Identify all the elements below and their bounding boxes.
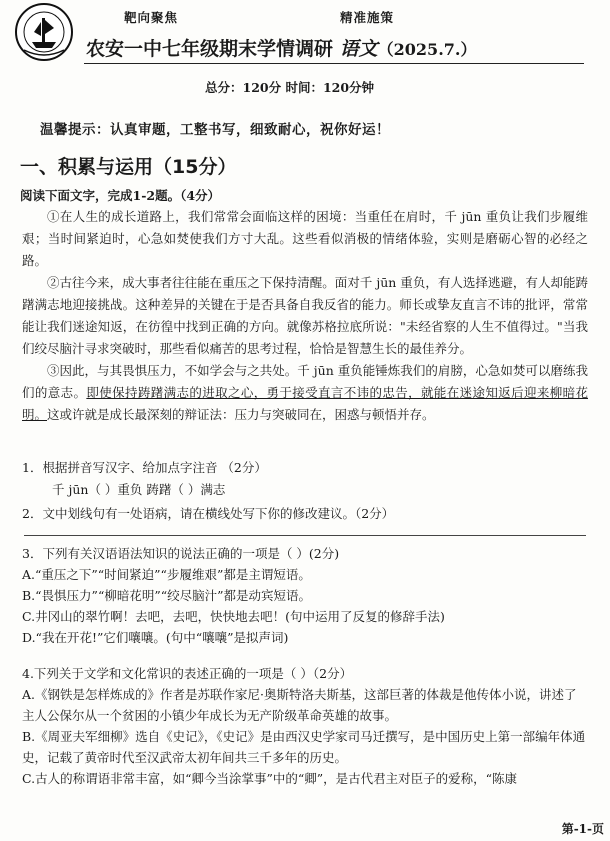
slogan-right: 精准施策 bbox=[340, 10, 395, 25]
title-underline bbox=[84, 63, 584, 64]
question-4-option-a: A.《钢铁是怎样炼成的》作者是苏联作家尼·奥斯特洛夫斯基，这部巨著的体裁是他传体小说，讲述了主人公保尔从一个贫困的小镇少年成长为无产阶级革命英雄的故事。 bbox=[22, 687, 577, 723]
paragraph-2: ②古往今来，成大事者往往能在重压之下保持清醒。面对千 jūn 重负，有人选择逃避，有人却能踌躇满志地迎接挑战。这种差异的关键在于是否具备自我反省的能力。师长或挚友直言不讳的批评，常常能让我们迷途知返，在彷徨中找到正确的方向。就像苏格拉底所说："未经省察的人生不值得过。"当我们绞尽脑汁寻求突破时，那些看似痛苦的思考过程，恰恰是智慧生长的最佳养分。 bbox=[22, 275, 588, 356]
question-1: 1．根据拼音写汉字、给加点字注音 （2分） bbox=[22, 460, 267, 475]
school-logo bbox=[14, 2, 74, 62]
underlined-sentence: 即使保持踌躇满志的进取之心，勇于接受直言不讳的忠告，就能在迷途知返后迎来柳暗花明。 bbox=[22, 385, 588, 422]
question-3: 3．下列有关汉语语法知识的说法正确的一项是（ ）(2分) bbox=[22, 546, 340, 561]
exam-meta: 总分：120分 时间：120分钟 bbox=[205, 80, 375, 95]
question-3-option-a: A.“重压之下”“时间紧迫”“步履维艰”都是主谓短语。 bbox=[22, 567, 311, 582]
exam-title bbox=[86, 34, 476, 61]
paragraph-1: ①在人生的成长道路上，我们常常会面临这样的困境：当重任在肩时，千 jūn 重负让我们步履维艰；当时间紧迫时，心急如焚使我们方寸大乱。这些看似消极的情绪体验，实则是磨砺心智的必经之路。 bbox=[22, 209, 588, 268]
question-4-option-c: C.古人的称谓语非常丰富，如“卿今当涂掌事”中的“卿”，是古代君主对臣子的爱称，“陈康 bbox=[22, 771, 518, 786]
question-3-option-d: D.“我在开花!”它们嚷嚷。(句中“嚷嚷”是拟声词) bbox=[22, 630, 289, 645]
slogan-left: 靶向聚焦 bbox=[124, 10, 179, 25]
question-2: 2．文中划线句有一处语病，请在横线处写下你的修改建议。（2分） bbox=[22, 506, 395, 521]
question-3-option-b: B.“畏惧压力”“柳暗花明”“绞尽脑汁”都是动宾短语。 bbox=[22, 588, 312, 603]
answer-line[interactable] bbox=[24, 535, 586, 536]
question-4-option-b: B.《周亚夫军细柳》选自《史记》，《史记》是由西汉史学家司马迁撰写，是中国历史上第一部编年体通史，记载了黄帝时代至汉武帝太初年间共三千多年的历史。 bbox=[22, 729, 586, 765]
paragraph-3 bbox=[22, 360, 588, 426]
title-subject: 语文 bbox=[339, 38, 378, 60]
paragraph-3-start: ③因此，与其畏惧压力，不如学会与之共处。千 jūn 重负能锤炼我们的肩膀，心急如焚可以磨练我们的意志。 bbox=[22, 363, 588, 400]
section-heading: 一、积累与运用（15分） bbox=[20, 156, 237, 178]
title-main: 农安一中七年级期末学情调研 bbox=[86, 38, 334, 60]
question-3-option-c: C.井冈山的翠竹啊！去吧，去吧，快快地去吧！(句中运用了反复的修辞手法) bbox=[22, 609, 445, 624]
question-4: 4.下列关于文学和文化常识的表述正确的一项是（ ）（2分） bbox=[22, 666, 353, 681]
page-number: 第-1-页 bbox=[561, 822, 604, 836]
paragraph-3-end: 这或许就是成长最深刻的辩证法：压力与突破同在，困惑与顿悟并存。 bbox=[47, 407, 435, 422]
question-1-items: 千 jūn（ ）重负 踌躇（ ）满志 bbox=[52, 482, 226, 497]
reading-instruction: 阅读下面文字，完成1-2题。（4分） bbox=[20, 188, 221, 203]
exam-tips: 温馨提示：认真审题，工整书写，细致耐心，祝你好运！ bbox=[40, 122, 390, 138]
title-date: （2025.7.） bbox=[377, 40, 477, 59]
